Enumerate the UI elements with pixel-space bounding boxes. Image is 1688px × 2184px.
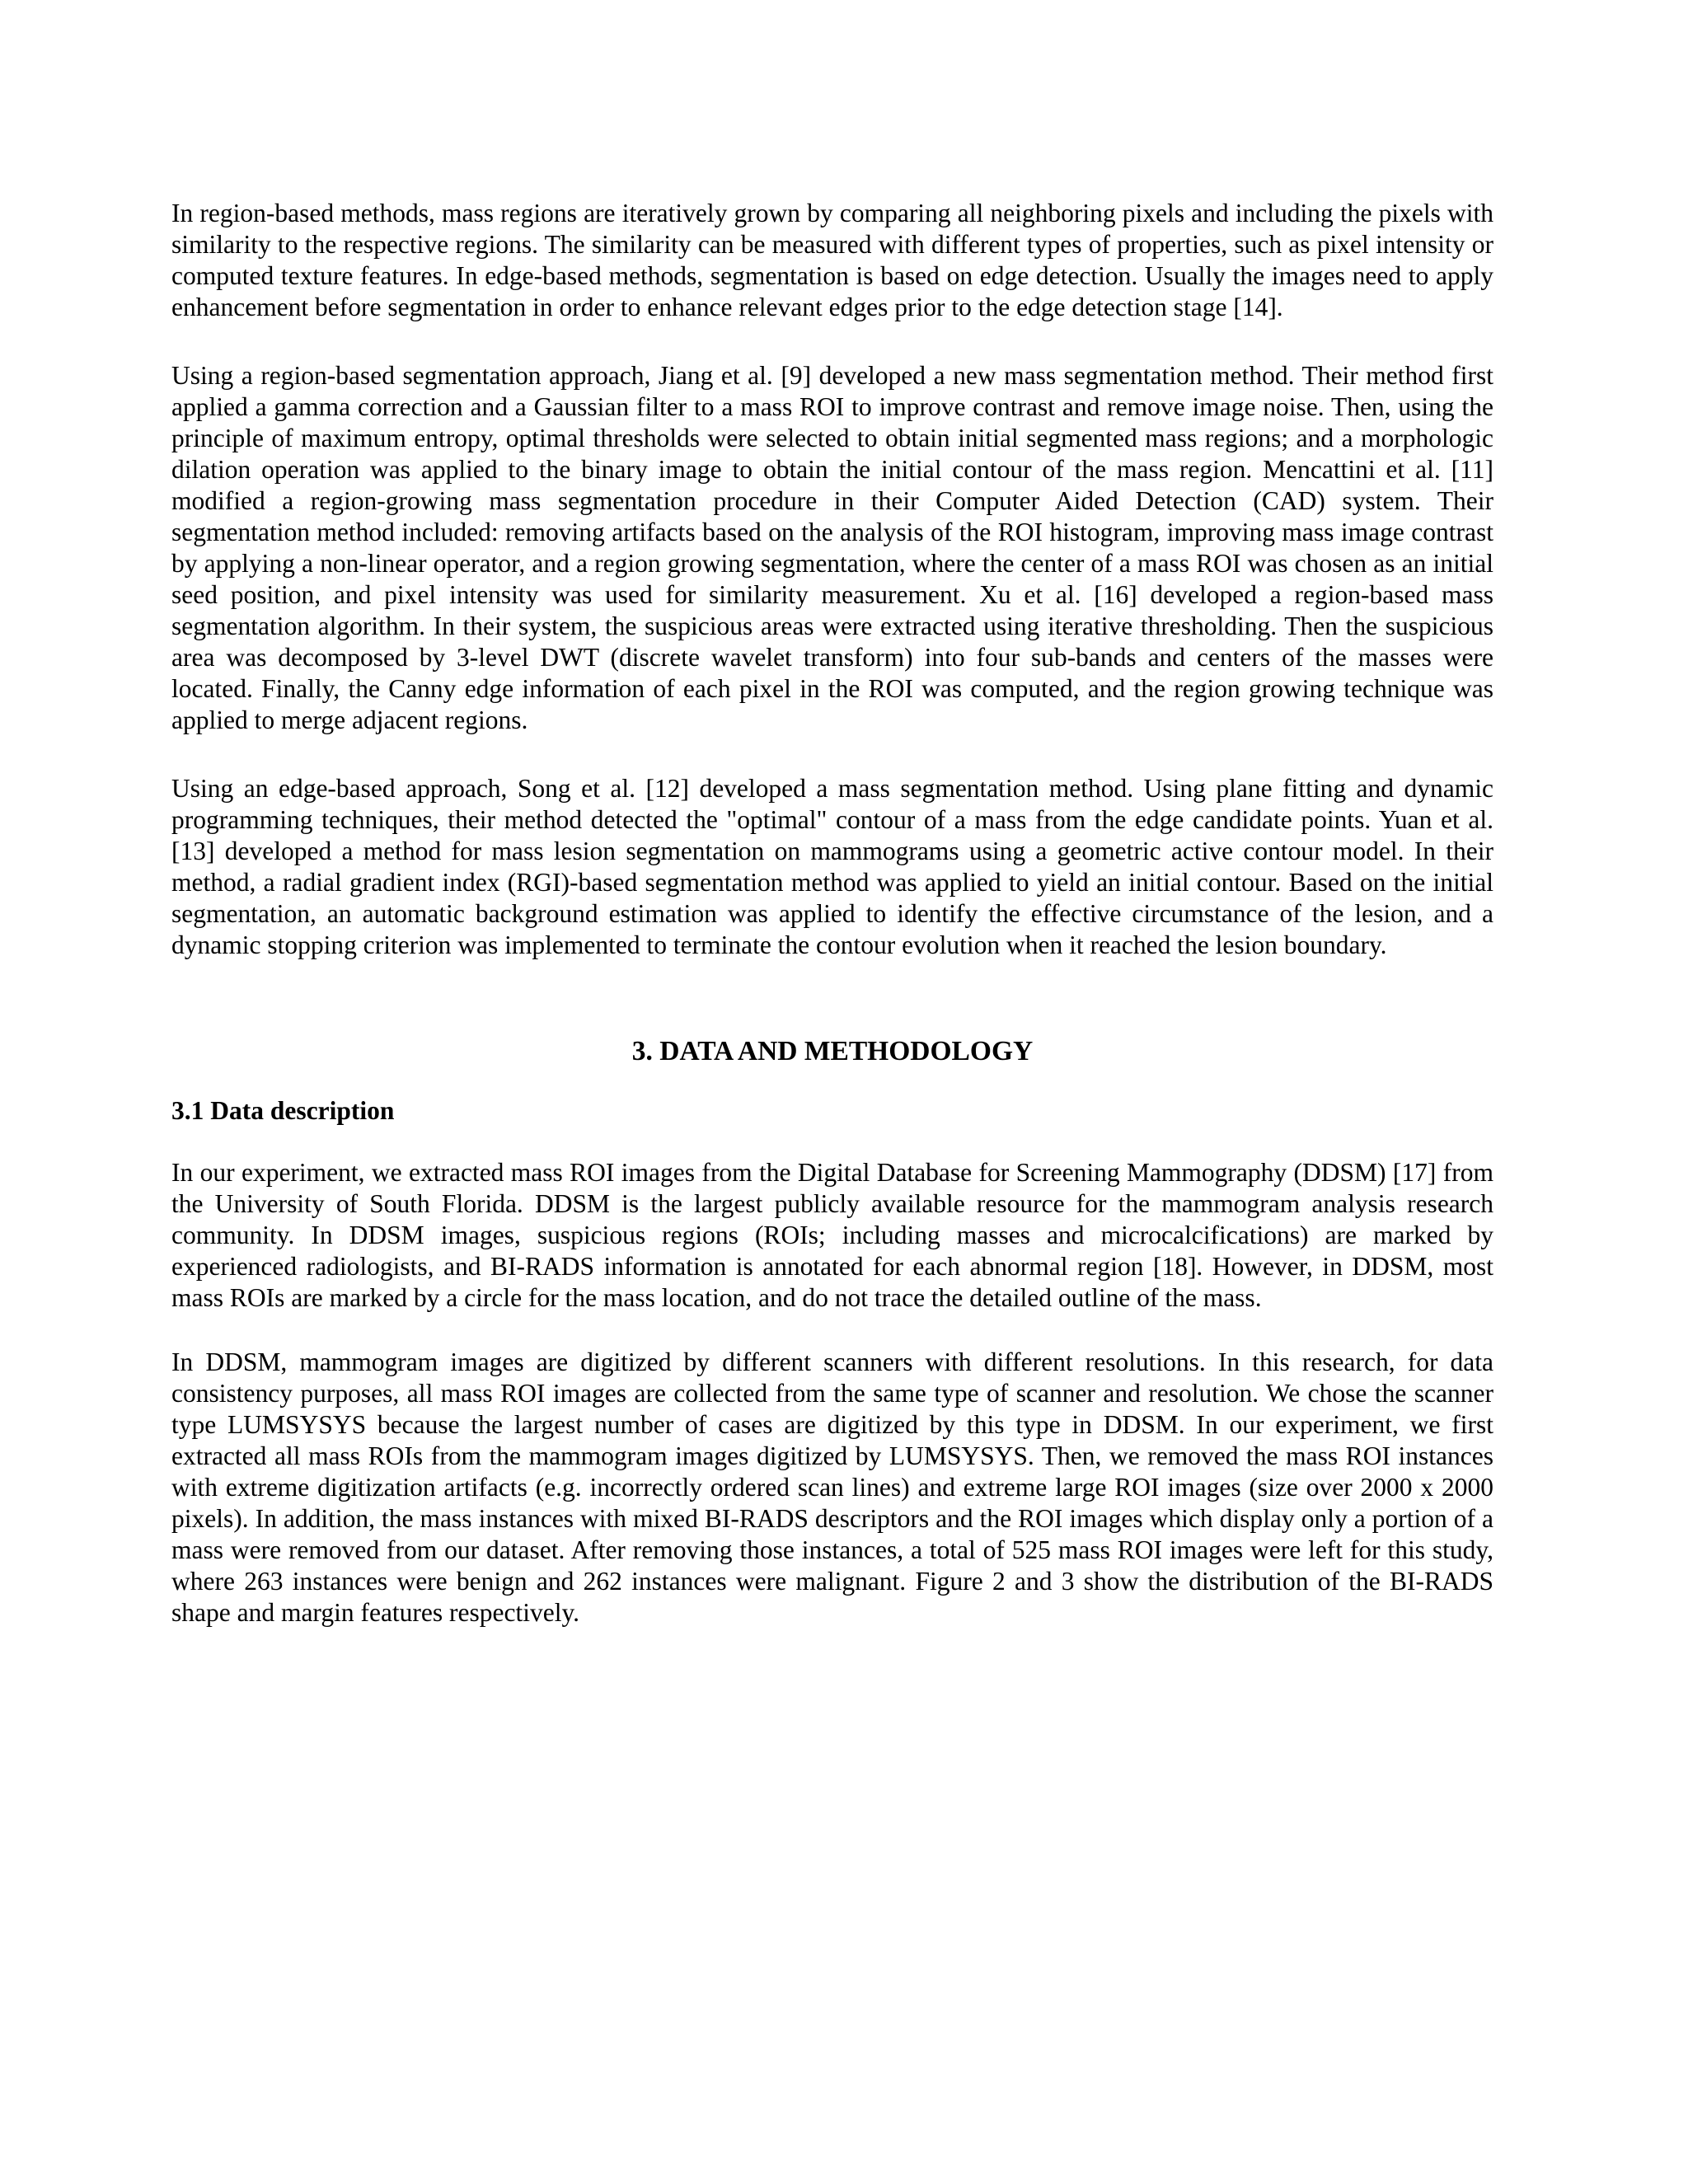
section-title: 3. DATA AND METHODOLOGY	[631, 1036, 1034, 1066]
page-content	[171, 198, 1493, 1629]
paragraph-dataset-selection: In DDSM, mammogram images are digitized by different scanners with different resolutions. In this research, for data consistency purposes, all mass ROI images are collected from the same type of scanner and resolution. We chose the scanner type LUMSYSYS because the largest number of cases are digitized by this type in DDSM. In our experiment, we first extracted all mass ROIs from the mammogram images digitized by LUMSYSYS. Then, we removed the mass ROI instances with extreme digitization artifacts (e.g. incorrectly ordered scan lines) and extreme large ROI images (size over 2000 x 2000 pixels). In addition, the mass instances with mixed BI-RADS descriptors and the ROI images which display only a portion of a mass were removed from our dataset. After removing those instances, a total of 525 mass ROI images were left for this study, where 263 instances were benign and 262 instances were malignant. Figure 2 and 3 show the distribution of the BI-RADS shape and margin features respectively.	[171, 1347, 1493, 1627]
paragraph-ddsm-source: In our experiment, we extracted mass ROI images from the Digital Database for Screening Mammography (DDSM) [17] from the University of South Florida. DDSM is the largest publicly available resource for the mammogram analysis research community. In DDSM images, suspicious regions (ROIs; including masses and microcalcifications) are marked by experienced radiologists, and BI-RADS information is annotated for each abnormal region [18]. However, in DDSM, most mass ROIs are marked by a circle for the mass location, and do not trace the detailed outline of the mass.	[171, 1158, 1493, 1312]
paragraph-edge-based-approaches: Using an edge-based approach, Song et al. [12] developed a mass segmentation method. Using plane fitting and dynamic programming techniques, their method detected the "optimal" contour of a mass from the edge candidate points. Yuan et al. [13] developed a method for mass lesion segmentation on mammograms using a geometric active contour model. In their method, a radial gradient index (RGI)-based segmentation method was applied to yield an initial contour. Based on the initial segmentation, an automatic background estimation was applied to identify the effective circumstance of the lesion, and a dynamic stopping criterion was implemented to terminate the contour evolution when it reached the lesion boundary.	[171, 774, 1493, 959]
subsection-title: 3.1 Data description	[171, 1096, 395, 1125]
paragraph-region-vs-edge-methods: In region-based methods, mass regions are iteratively grown by comparing all neighboring pixels and including the pixels with similarity to the respective regions. The similarity can be measured with different types of properties, such as pixel intensity or computed texture features. In edge-based methods, segmentation is based on edge detection. Usually the images need to apply enhancement before segmentation in order to enhance relevant edges prior to the edge detection stage [14].	[171, 199, 1493, 321]
paragraph-region-based-approaches: Using a region-based segmentation approach, Jiang et al. [9] developed a new mass segmentation method. Their method first applied a gamma correction and a Gaussian filter to a mass ROI to improve contrast and remove image noise. Then, using the principle of maximum entropy, optimal thresholds were selected to obtain initial segmented mass regions; and a morphologic dilation operation was applied to the binary image to obtain the initial contour of the mass region. Mencattini et al. [11] modified a region-growing mass segmentation procedure in their Computer Aided Detection (CAD) system. Their segmentation method included: removing artifacts based on the analysis of the ROI histogram, improving mass image contrast by applying a non-linear operator, and a region growing segmentation, where the center of a mass ROI was chosen as an initial seed position, and pixel intensity was used for similarity measurement. Xu et al. [16] developed a region-based mass segmentation algorithm. In their system, the suspicious areas were extracted using iterative thresholding. Then the suspicious area was decomposed by 3-level DWT (discrete wavelet transform) into four sub-bands and centers of the masses were located. Finally, the Canny edge information of each pixel in the ROI was computed, and the region growing technique was applied to merge adjacent regions.	[171, 361, 1493, 734]
